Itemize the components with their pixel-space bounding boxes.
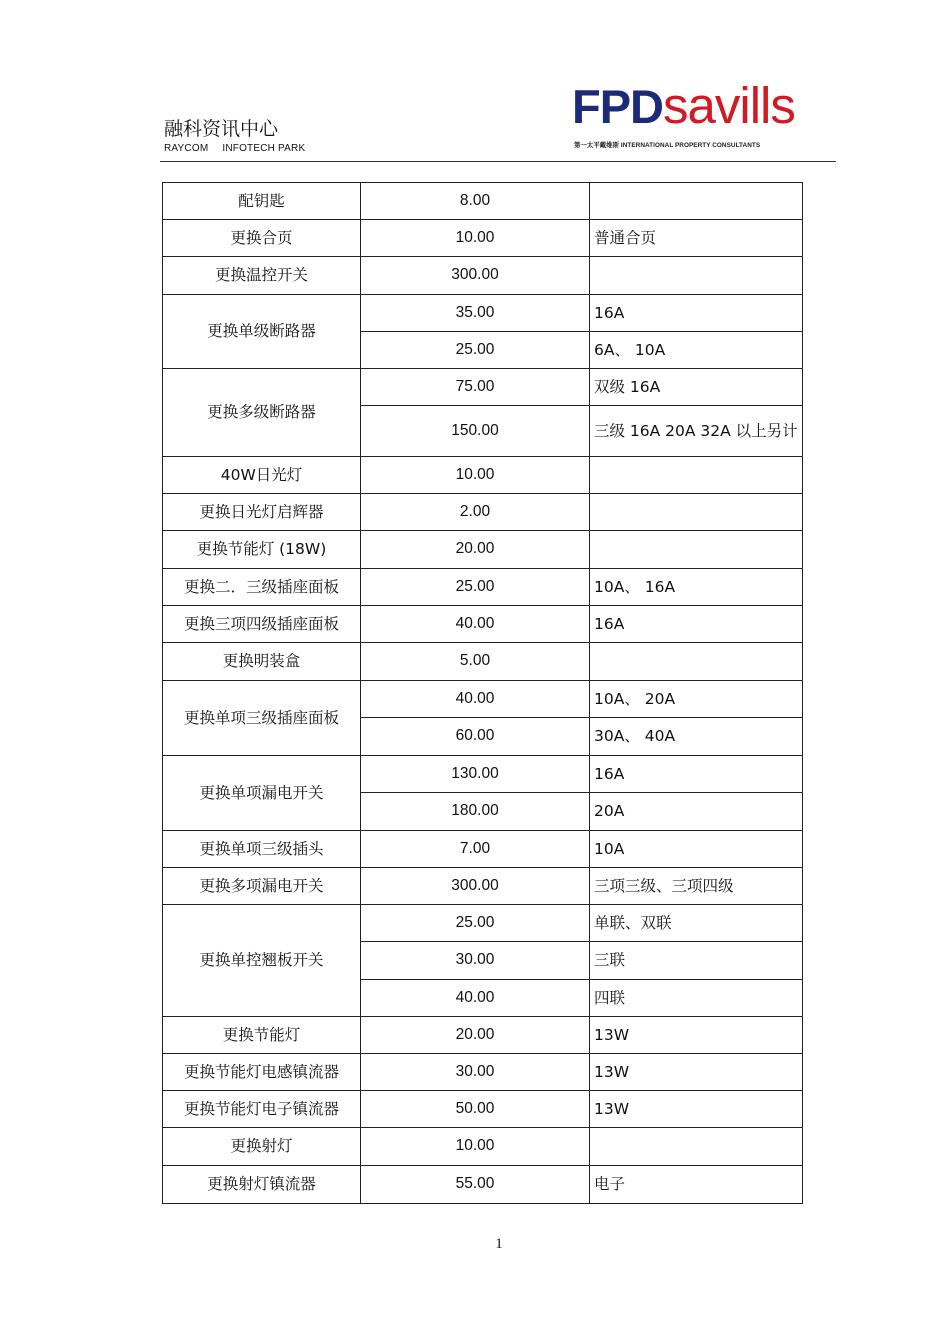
table-row [163, 295, 803, 332]
price-cell: 40.00 [361, 606, 590, 643]
note-cell: 三联 [590, 942, 803, 980]
page-number: 1 [495, 1236, 503, 1252]
table-row [163, 183, 803, 220]
price-cell: 25.00 [361, 905, 590, 942]
table-row [163, 606, 803, 643]
note-cell [590, 531, 803, 569]
note-cell: 20A [590, 793, 803, 831]
note-cell: 30A、 40A [590, 718, 803, 756]
price-cell: 75.00 [361, 369, 590, 406]
table-row [163, 831, 803, 868]
price-cell: 55.00 [361, 1166, 590, 1204]
table-row [163, 1054, 803, 1091]
note-cell: 13W [590, 1017, 803, 1054]
note-cell [590, 183, 803, 220]
price-cell: 300.00 [361, 257, 590, 295]
table-row [163, 569, 803, 606]
item-cell: 更换单项三级插座面板 [163, 681, 361, 756]
logo-tagline: 第一太平戴维斯 INTERNATIONAL PROPERTY CONSULTANTS [574, 142, 761, 149]
table-row [163, 1128, 803, 1166]
price-cell: 35.00 [361, 295, 590, 332]
price-cell: 10.00 [361, 457, 590, 494]
logo-fpd-text: FPD [572, 80, 663, 133]
note-cell: 10A、 20A [590, 681, 803, 718]
note-cell: 6A、 10A [590, 332, 803, 369]
logo-wordmark [572, 77, 795, 134]
note-cell: 13W [590, 1054, 803, 1091]
logo-savills-text: savills [663, 77, 795, 134]
item-cell: 40W日光灯 [163, 457, 361, 494]
price-cell: 60.00 [361, 718, 590, 756]
item-cell: 配钥匙 [163, 183, 361, 220]
price-cell: 30.00 [361, 1054, 590, 1091]
price-cell: 10.00 [361, 220, 590, 257]
item-cell: 更换合页 [163, 220, 361, 257]
price-cell: 30.00 [361, 942, 590, 980]
note-cell [590, 457, 803, 494]
table-row [163, 457, 803, 494]
table-row [163, 220, 803, 257]
price-cell: 8.00 [361, 183, 590, 220]
item-cell: 更换单控翘板开关 [163, 905, 361, 1017]
item-cell: 更换射灯 [163, 1128, 361, 1166]
item-cell: 更换日光灯启辉器 [163, 494, 361, 531]
price-cell: 2.00 [361, 494, 590, 531]
item-cell: 更换节能灯 [163, 1017, 361, 1054]
price-cell: 40.00 [361, 681, 590, 718]
item-cell: 更换射灯镇流器 [163, 1166, 361, 1204]
table-row [163, 257, 803, 295]
note-cell: 电子 [590, 1166, 803, 1204]
table-row [163, 1017, 803, 1054]
note-cell: 16A [590, 606, 803, 643]
price-table [162, 182, 803, 1204]
item-cell: 更换多项漏电开关 [163, 868, 361, 905]
header-divider [160, 161, 836, 162]
note-cell: 16A [590, 756, 803, 793]
item-cell: 更换二．三级插座面板 [163, 569, 361, 606]
price-cell: 50.00 [361, 1091, 590, 1128]
item-cell: 更换温控开关 [163, 257, 361, 295]
item-cell: 更换单项三级插头 [163, 831, 361, 868]
note-cell: 四联 [590, 980, 803, 1017]
document-subtitle [164, 143, 305, 154]
price-cell: 180.00 [361, 793, 590, 831]
note-cell: 普通合页 [590, 220, 803, 257]
table-row [163, 369, 803, 406]
item-cell: 更换节能灯电子镇流器 [163, 1091, 361, 1128]
subtitle-raycom: RAYCOM [164, 143, 209, 154]
note-cell: 13W [590, 1091, 803, 1128]
price-cell: 150.00 [361, 406, 590, 457]
table-row [163, 905, 803, 942]
table-row [163, 756, 803, 793]
note-cell: 16A [590, 295, 803, 332]
table-row [163, 868, 803, 905]
note-cell: 单联、双联 [590, 905, 803, 942]
price-cell: 20.00 [361, 531, 590, 569]
note-cell [590, 257, 803, 295]
table-row [163, 1091, 803, 1128]
table-row [163, 494, 803, 531]
note-cell [590, 643, 803, 681]
note-cell [590, 1128, 803, 1166]
note-cell: 双级 16A [590, 369, 803, 406]
price-cell: 300.00 [361, 868, 590, 905]
note-cell: 三项三级、三项四级 [590, 868, 803, 905]
document-title: 融科资讯中心 [164, 118, 279, 140]
table-row [163, 643, 803, 681]
price-cell: 25.00 [361, 569, 590, 606]
item-cell: 更换节能灯电感镇流器 [163, 1054, 361, 1091]
item-cell: 更换单级断路器 [163, 295, 361, 369]
subtitle-infotech-park: INFOTECH PARK [222, 143, 306, 154]
fpdsavills-logo [572, 77, 838, 152]
table-row [163, 531, 803, 569]
item-cell: 更换明装盒 [163, 643, 361, 681]
price-cell: 20.00 [361, 1017, 590, 1054]
note-cell: 10A、 16A [590, 569, 803, 606]
price-cell: 25.00 [361, 332, 590, 369]
table-row [163, 681, 803, 718]
note-cell [590, 494, 803, 531]
note-cell: 三级 16A 20A 32A 以上另计 [590, 406, 803, 457]
item-cell: 更换节能灯 (18W) [163, 531, 361, 569]
item-cell: 更换单项漏电开关 [163, 756, 361, 831]
price-cell: 5.00 [361, 643, 590, 681]
price-cell: 40.00 [361, 980, 590, 1017]
item-cell: 更换三项四级插座面板 [163, 606, 361, 643]
table-row [163, 1166, 803, 1204]
price-cell: 7.00 [361, 831, 590, 868]
price-cell: 130.00 [361, 756, 590, 793]
item-cell: 更换多级断路器 [163, 369, 361, 457]
note-cell: 10A [590, 831, 803, 868]
price-cell: 10.00 [361, 1128, 590, 1166]
